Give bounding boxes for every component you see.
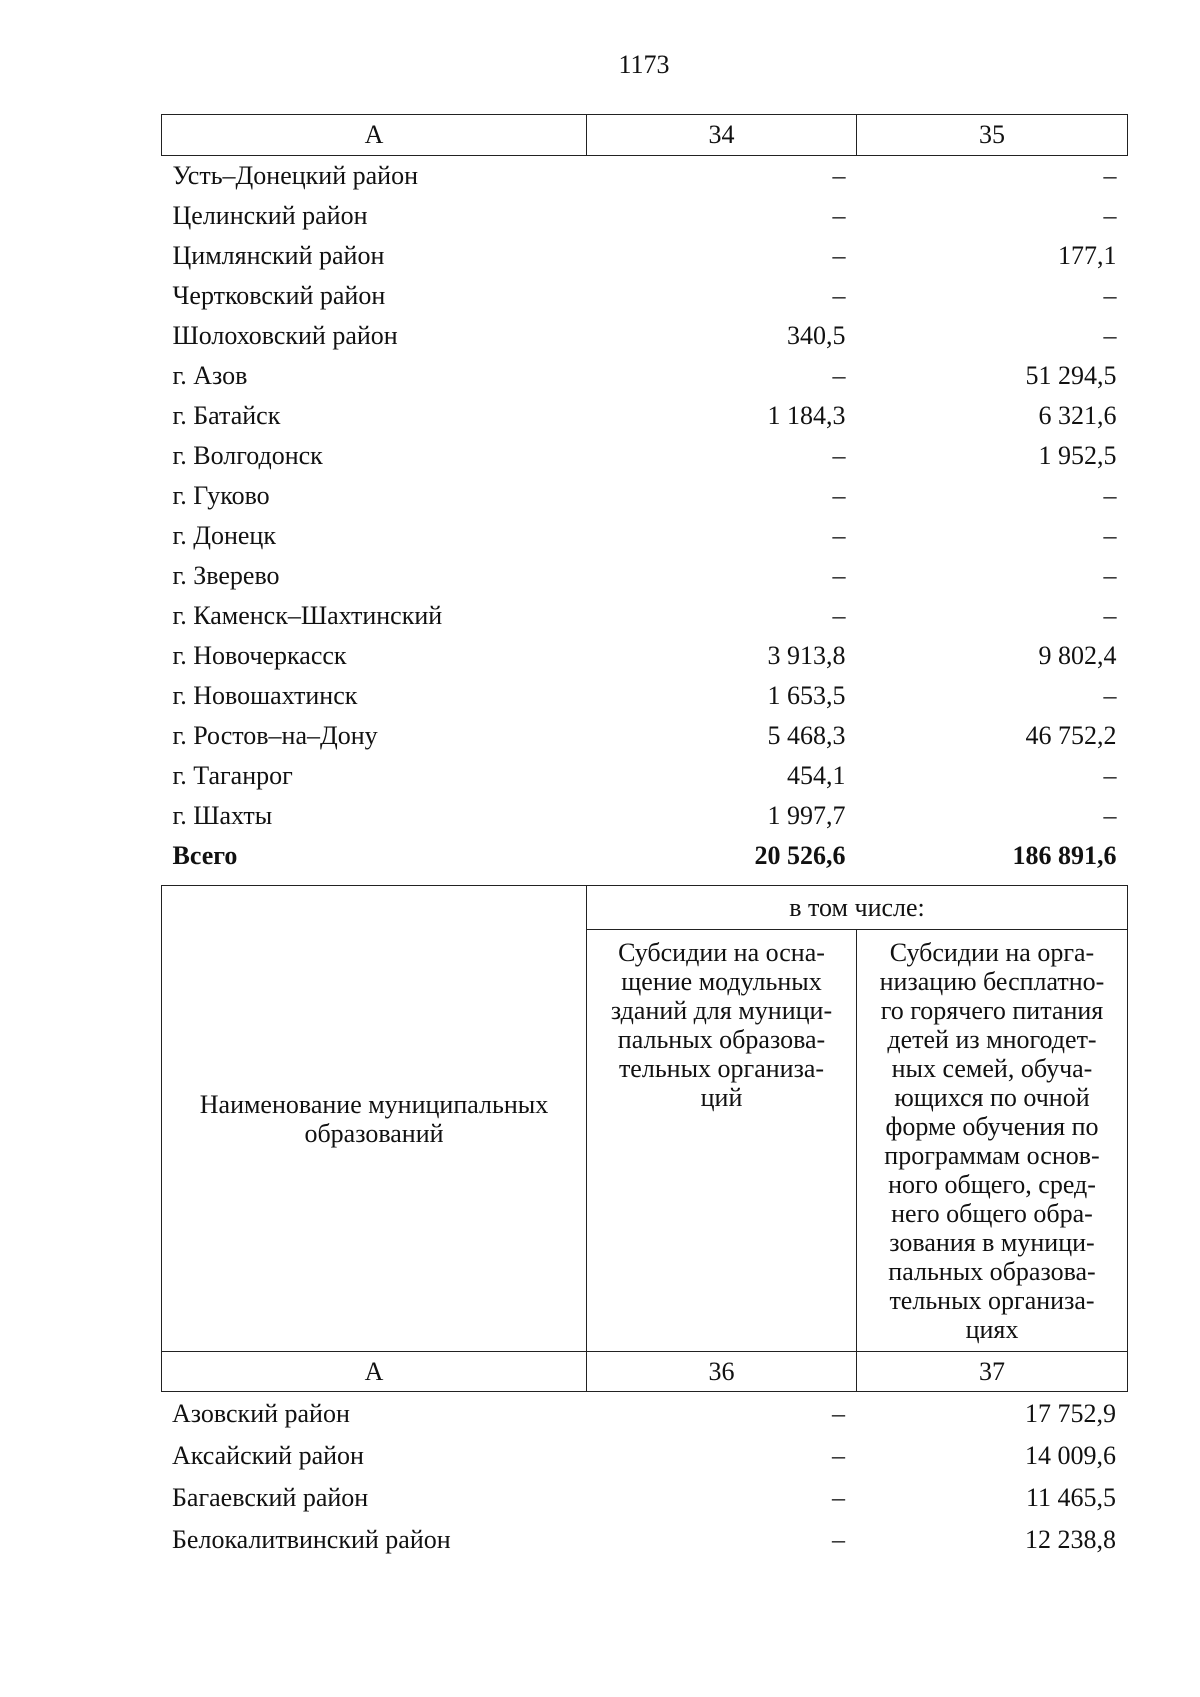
table-row [162, 676, 1128, 716]
table-row [161, 1519, 1127, 1561]
table-row [162, 796, 1128, 836]
municipality-name-cell: Цимлянский район [172, 241, 385, 270]
municipality-name-cell: Шолоховский район [172, 321, 398, 350]
col36-title: Субсидии на осна- щение модульных зданий для муници- пальных образова- тельных организа- ций [587, 930, 857, 1352]
municipality-name-cell: г. Таганрог [172, 761, 293, 790]
table-row [162, 316, 1128, 356]
table-row [162, 476, 1128, 516]
value-cell: – [1103, 561, 1117, 590]
col37-title: Субсидии на орга- низацию бесплатно- го горячего питания детей из многодет- ных семей, обуча- ющихся по очной форме обучения по программам основ- ного общего, сред- него общего обра- зования в муници- пальных образова- тельных организа- циях [857, 930, 1128, 1352]
value-cell: 1 184,3 [767, 401, 846, 430]
value-cell: – [832, 1441, 845, 1470]
municipality-name-cell: г. Ростов–на–Дону [172, 721, 378, 750]
value-cell: – [1103, 521, 1117, 550]
municipality-name-cell: г. Батайск [172, 401, 281, 430]
value-cell: 1 653,5 [767, 681, 846, 710]
value-cell: – [1103, 161, 1117, 190]
municipality-name-header: Наименование муниципальных образований [162, 886, 587, 1352]
value-cell: – [1103, 281, 1117, 310]
header-cell-36: 36 [587, 1352, 857, 1392]
value-cell: – [832, 361, 846, 390]
value-cell: 9 802,4 [1038, 641, 1117, 670]
value-cell: 46 752,2 [1025, 721, 1117, 750]
value-cell: 6 321,6 [1038, 401, 1117, 430]
municipality-name-cell: г. Азов [172, 361, 248, 390]
table-row [161, 1393, 1127, 1435]
municipality-name-cell: г. Гуково [172, 481, 270, 510]
value-cell: – [832, 481, 846, 510]
municipality-name-cell: г. Шахты [172, 801, 273, 830]
value-cell: – [1103, 801, 1117, 830]
municipality-name-cell: Всего [172, 841, 238, 870]
table-row [162, 636, 1128, 676]
value-cell: 177,1 [1058, 241, 1117, 270]
table-row [162, 396, 1128, 436]
including-group-header: в том числе: [587, 886, 1128, 930]
header-cell-a: А [162, 115, 587, 156]
value-cell: – [832, 521, 846, 550]
municipality-name-cell: Белокалитвинский район [172, 1525, 451, 1554]
value-cell: 340,5 [787, 321, 846, 350]
value-cell: – [1103, 481, 1117, 510]
value-cell: – [832, 1399, 845, 1428]
header-cell-37: 37 [857, 1352, 1128, 1392]
table-row [162, 156, 1128, 197]
value-cell: 5 468,3 [767, 721, 846, 750]
value-cell: – [832, 201, 846, 230]
value-cell: 14 009,6 [1025, 1441, 1116, 1470]
value-cell: 186 891,6 [1012, 841, 1117, 870]
value-cell: 51 294,5 [1025, 361, 1117, 390]
header-cell-a: А [162, 1352, 587, 1392]
value-cell: – [832, 1483, 845, 1512]
value-cell: 20 526,6 [754, 841, 846, 870]
total-row [162, 836, 1128, 876]
municipality-name-cell: г. Донецк [172, 521, 276, 550]
table-row [162, 556, 1128, 596]
value-cell: 11 465,5 [1025, 1483, 1116, 1512]
municipality-name-cell: Усть–Донецкий район [172, 161, 418, 190]
value-cell: – [832, 1525, 845, 1554]
column-number-header-2 [162, 1352, 1128, 1392]
value-cell: – [832, 161, 846, 190]
table-row [162, 356, 1128, 396]
value-cell: – [1103, 321, 1117, 350]
value-cell: – [832, 601, 846, 630]
data-table-top [161, 114, 1128, 876]
value-cell: 17 752,9 [1025, 1399, 1116, 1428]
value-cell: – [832, 281, 846, 310]
table-row [162, 596, 1128, 636]
table-row [161, 1477, 1127, 1519]
header-cell-35: 35 [857, 115, 1128, 156]
table-row [162, 716, 1128, 756]
value-cell: – [1103, 201, 1117, 230]
value-cell: – [1103, 761, 1117, 790]
municipality-name-cell: Аксайский район [172, 1441, 364, 1470]
municipality-name-cell: Багаевский район [172, 1483, 369, 1512]
municipality-name-cell: Целинский район [172, 201, 368, 230]
value-cell: 3 913,8 [767, 641, 846, 670]
value-cell: – [1103, 681, 1117, 710]
page-number: 1173 [618, 50, 670, 79]
value-cell: 12 238,8 [1025, 1525, 1116, 1554]
municipality-name-cell: Азовский район [172, 1399, 350, 1428]
value-cell: – [832, 441, 846, 470]
table-row [162, 756, 1128, 796]
table-row [162, 516, 1128, 556]
table-row [162, 236, 1128, 276]
table-row [161, 1435, 1127, 1477]
value-cell: 1 952,5 [1038, 441, 1117, 470]
value-cell: 1 997,7 [767, 801, 846, 830]
municipality-name-cell: г. Волгодонск [172, 441, 323, 470]
table-row [162, 436, 1128, 476]
value-cell: 454,1 [787, 761, 846, 790]
header-table-2 [161, 885, 1128, 1392]
table-row [162, 276, 1128, 316]
municipality-name-cell: г. Новочеркасск [172, 641, 347, 670]
data-table-bottom [161, 1393, 1127, 1561]
municipality-name-cell: г. Каменск–Шахтинский [172, 601, 443, 630]
table-row [162, 196, 1128, 236]
value-cell: – [1103, 601, 1117, 630]
value-cell: – [832, 561, 846, 590]
header-cell-34: 34 [587, 115, 857, 156]
value-cell: – [832, 241, 846, 270]
municipality-name-cell: Чертковский район [172, 281, 386, 310]
municipality-name-cell: г. Новошахтинск [172, 681, 358, 710]
municipality-name-cell: г. Зверево [172, 561, 280, 590]
column-number-header [162, 115, 1128, 156]
